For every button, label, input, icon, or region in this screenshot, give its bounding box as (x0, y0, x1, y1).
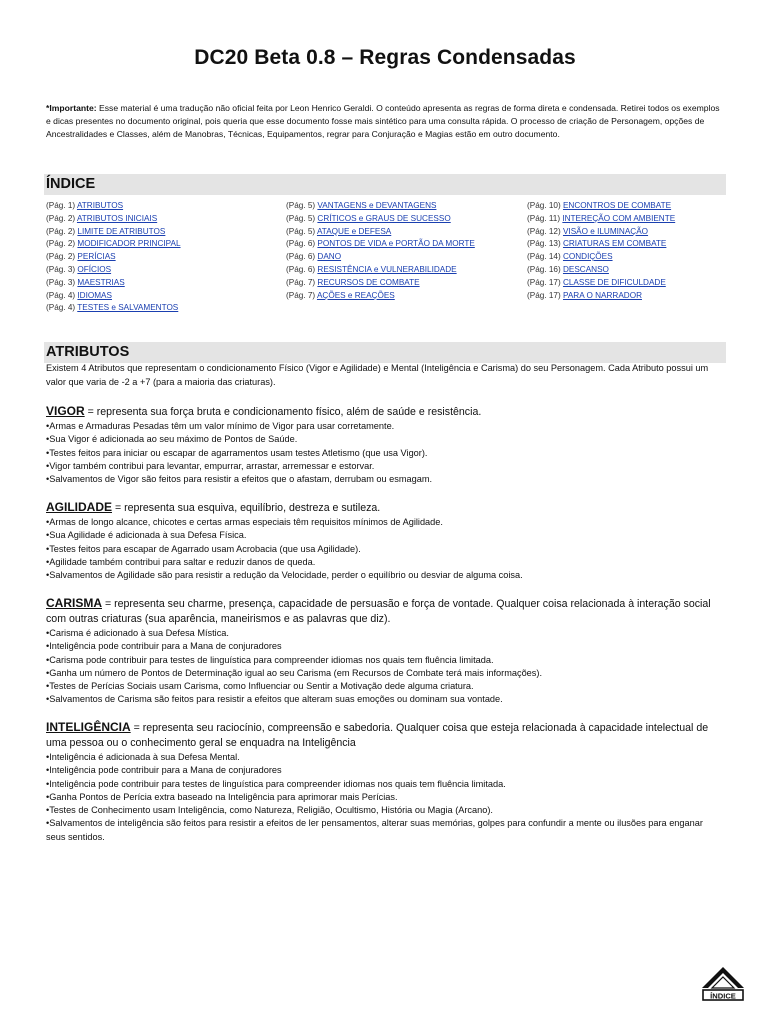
toc-entry (46, 302, 181, 315)
toc-page-number: (Pág. 5) (286, 226, 316, 236)
toc-heading: ÍNDICE (44, 174, 726, 195)
atributos-intro: Existem 4 Atributos que representam o condicionamento Físico (Vigor e Agilidade) e Mental (Inteligência e Carisma) do seu Personagem. Cada Atributo possui um valor que varia de -2 a +7 (para a maioria das criaturas). (46, 363, 709, 387)
toc-entry (286, 200, 475, 213)
toc-link[interactable]: LIMITE DE ATRIBUTOS (77, 226, 166, 236)
bullet-item: • Sua Vigor é adicionada ao seu máximo de Pontos de Saúde. (46, 433, 724, 446)
bullet-item: • Carisma pode contribuir para testes de linguística para compreender idiomas nos quais tem fluência limitada. (46, 654, 724, 667)
toc-link[interactable]: PONTOS DE VIDA e PORTÃO DA MORTE (317, 239, 475, 249)
bullet-item: • Testes de Perícias Sociais usam Carisma, como Influenciar ou Sentir a Motivação dede alguma criatura. (46, 680, 724, 693)
toc-page-number: (Pág. 1) (46, 201, 76, 210)
bullet-item: • Salvamentos de Carisma são feitos para resistir a efeitos que alteram suas emoções ou dominam sua vontade. (46, 693, 724, 706)
index-logo-icon[interactable] (700, 964, 746, 1002)
intro-note (46, 102, 724, 141)
toc-entry (46, 264, 181, 277)
inteligencia-section (46, 720, 724, 844)
toc-entry (286, 251, 475, 264)
toc-page-number: (Pág. 2) (46, 239, 76, 249)
toc-link[interactable]: RESISTÊNCIA e VULNERABILIDADE (317, 264, 457, 274)
bullet-item: • Salvamentos de inteligência são feitos para resistir a efeitos de ler pensamentos, alterar suas memórias, golpes para confundir a mente ou ilusões para enganar seus sentidos. (46, 817, 724, 844)
intro-label: *Importante: (46, 103, 97, 113)
toc-link[interactable]: IDIOMAS (77, 290, 112, 300)
toc-page-number: (Pág. 6) (286, 264, 316, 274)
toc-entry (46, 251, 181, 264)
vigor-section (46, 404, 724, 486)
bullet-item: • Inteligência pode contribuir para a Mana de conjuradores (46, 640, 724, 653)
atributos-heading: ATRIBUTOS (44, 342, 726, 363)
toc-page-number: (Pág. 7) (286, 290, 316, 300)
toc-page-number: (Pág. 17) (527, 277, 561, 287)
toc-page-number: (Pág. 5) (286, 213, 316, 223)
toc-page-number: (Pág. 2) (46, 226, 76, 236)
toc-page-number: (Pág. 10) (527, 201, 561, 210)
bullet-item: • Ganha Pontos de Perícia extra baseado na Inteligência para aprimorar mais Perícias. (46, 791, 724, 804)
toc-entry (46, 238, 181, 251)
toc-page-number: (Pág. 16) (527, 264, 561, 274)
bullet-item: • Salvamentos de Vigor são feitos para resistir a efeitos que o afastam, derrubam ou esmagam. (46, 473, 724, 486)
toc-page-number: (Pág. 3) (46, 277, 76, 287)
toc-link[interactable]: VANTAGENS e DEVANTAGENS (317, 201, 437, 210)
carisma-bullets (46, 627, 724, 707)
toc-link[interactable]: ATRIBUTOS INICIAIS (76, 213, 158, 223)
toc-link[interactable]: ATRIBUTOS (76, 201, 124, 210)
toc-column-3 (527, 200, 675, 302)
toc-link[interactable]: PERÍCIAS (77, 252, 116, 262)
carisma-name: CARISMA (46, 596, 102, 610)
toc-entry (527, 277, 675, 290)
bullet-item: • Testes de Conhecimento usam Inteligência, como Natureza, Religião, Ocultismo, História ou Magia (Arcano). (46, 804, 724, 817)
toc-page-number: (Pág. 7) (286, 277, 316, 287)
intro-text: Esse material é uma tradução não oficial feita por Leon Henrico Geraldi. O conteúdo apresenta as regras de forma direta e condensada. Retirei todos os exemplos e dicas presentes no documento original, pois queria que esse documento fosse mais sintético para uma consulta rápida. O processo de criação de Personagem, opções de Ancestralidades e Classes, além de Manobras, Técnicas, Equipamentos, regrar para Conjuração e Magias estão em outro documento. (46, 103, 720, 139)
toc-link[interactable]: INTEREÇÃO COM AMBIENTE (562, 213, 676, 223)
toc-link[interactable]: VISÃO e ILUMINAÇÃO (562, 226, 649, 236)
toc-column-1 (46, 200, 181, 315)
toc-entry (286, 264, 475, 277)
toc-link[interactable]: AÇÕES e REAÇÕES (316, 290, 395, 300)
toc-entry (286, 238, 475, 251)
toc-link[interactable]: RECURSOS DE COMBATE (317, 277, 420, 287)
toc-column-2 (286, 200, 475, 302)
toc-link[interactable]: PARA O NARRADOR (562, 290, 642, 300)
toc-entry (527, 290, 675, 303)
bullet-item: • Inteligência pode contribuir para testes de linguística para compreender idiomas nos quais tem fluência limitada. (46, 778, 724, 791)
toc-page-number: (Pág. 14) (527, 252, 561, 262)
toc-page-number: (Pág. 5) (286, 201, 316, 210)
toc-page-number: (Pág. 2) (46, 252, 76, 262)
bullet-item: • Sua Agilidade é adicionada à sua Defesa Física. (46, 529, 724, 542)
carisma-title (46, 596, 724, 627)
inteligencia-description: = representa seu raciocínio, compreensão e sabedoria. Qualquer coisa que esteja relacionada à capacidade intelectual de uma pessoa ou o conhecimento geral se enquadra na Inteligência (46, 722, 709, 749)
vigor-bullets (46, 420, 724, 486)
page-title: DC20 Beta 0.8 – Regras Condensadas (194, 46, 576, 69)
vigor-description: = representa sua força bruta e condicionamento físico, além de saúde e resistência. (84, 406, 482, 418)
toc-entry (286, 226, 475, 239)
bullet-item: • Armas de longo alcance, chicotes e certas armas especiais têm requisitos mínimos de Agilidade. (46, 516, 724, 529)
toc-link[interactable]: DANO (317, 252, 342, 262)
bullet-item: • Vigor também contribui para levantar, empurrar, arrastar, arremessar e estorvar. (46, 460, 724, 473)
toc-entry (527, 251, 675, 264)
toc-entry (46, 200, 181, 213)
toc-link[interactable]: TESTES e SALVAMENTOS (77, 303, 179, 313)
inteligencia-name: INTELIGÊNCIA (46, 720, 131, 734)
toc-link[interactable]: OFÍCIOS (77, 264, 112, 274)
carisma-description: = representa seu charme, presença, capacidade de persuasão e força de vontade. Qualquer coisa relacionada à interação social com outras criaturas (sua aparência, maneirismos e as palavras que diz). (46, 598, 711, 625)
bullet-item: • Ganha um número de Pontos de Determinação igual ao seu Carisma (em Recursos de Combate terá mais informações). (46, 667, 724, 680)
toc-entry (527, 226, 675, 239)
toc-entry (46, 226, 181, 239)
toc-page-number: (Pág. 4) (46, 290, 76, 300)
toc-page-number: (Pág. 12) (527, 226, 561, 236)
toc-entry (46, 277, 181, 290)
toc-link[interactable]: CONDIÇÕES (562, 252, 613, 262)
bullet-item: • Armas e Armaduras Pesadas têm um valor mínimo de Vigor para usar corretamente. (46, 420, 724, 433)
toc-entry (286, 213, 475, 226)
inteligencia-title (46, 720, 724, 751)
inteligencia-bullets (46, 751, 724, 844)
toc-entry (527, 238, 675, 251)
toc-entry (527, 264, 675, 277)
toc-link[interactable]: DESCANSO (562, 264, 609, 274)
toc-page-number: (Pág. 4) (46, 303, 76, 313)
toc-link[interactable]: CLASSE DE DIFICULDADE (562, 277, 666, 287)
bullet-item: • Testes feitos para escapar de Agarrado usam Acrobacia (que usa Agilidade). (46, 543, 724, 556)
toc-link[interactable]: ENCONTROS DE COMBATE (562, 201, 672, 210)
toc-entry (527, 200, 675, 213)
bullet-item: • Salvamentos de Agilidade são para resistir a redução da Velocidade, perder o equilíbrio ou desviar de alguma coisa. (46, 569, 724, 582)
bullet-item: • Inteligência é adicionada à sua Defesa Mental. (46, 751, 724, 764)
toc-entry (286, 277, 475, 290)
bullet-item: • Agilidade também contribui para saltar e reduzir danos de queda. (46, 556, 724, 569)
toc-page-number: (Pág. 6) (286, 239, 316, 249)
index-logo-label: ÍNDICE (710, 991, 736, 1001)
toc-entry (46, 213, 181, 226)
toc-page-number: (Pág. 13) (527, 239, 561, 249)
agilidade-bullets (46, 516, 724, 582)
agilidade-title (46, 500, 724, 516)
toc-link[interactable]: MODIFICADOR PRINCIPAL (77, 239, 181, 249)
toc-page-number: (Pág. 3) (46, 264, 76, 274)
carisma-section (46, 596, 724, 707)
agilidade-section (46, 500, 724, 582)
toc-entry (46, 290, 181, 303)
toc-page-number: (Pág. 11) (527, 213, 561, 223)
vigor-title (46, 404, 724, 420)
toc-entry (286, 290, 475, 303)
bullet-item: • Inteligência pode contribuir para a Mana de conjuradores (46, 764, 724, 777)
toc-entry (527, 213, 675, 226)
vigor-name: VIGOR (46, 404, 85, 418)
bullet-item: • Testes feitos para iniciar ou escapar de agarramentos usam testes Atletismo (que usa Vigor). (46, 447, 724, 460)
agilidade-description: = representa sua esquiva, equilíbrio, destreza e sutileza. (112, 502, 381, 514)
toc-page-number: (Pág. 2) (46, 213, 76, 223)
toc-link[interactable]: ATAQUE e DEFESA (316, 226, 392, 236)
agilidade-name: AGILIDADE (46, 500, 112, 514)
toc-link[interactable]: CRIATURAS EM COMBATE (562, 239, 667, 249)
toc-link[interactable]: CRÍTICOS e GRAUS DE SUCESSO (317, 213, 451, 223)
toc-link[interactable]: MAESTRIAS (77, 277, 125, 287)
toc-page-number: (Pág. 6) (286, 252, 316, 262)
bullet-item: • Carisma é adicionado à sua Defesa Mística. (46, 627, 724, 640)
toc-page-number: (Pág. 17) (527, 290, 561, 300)
